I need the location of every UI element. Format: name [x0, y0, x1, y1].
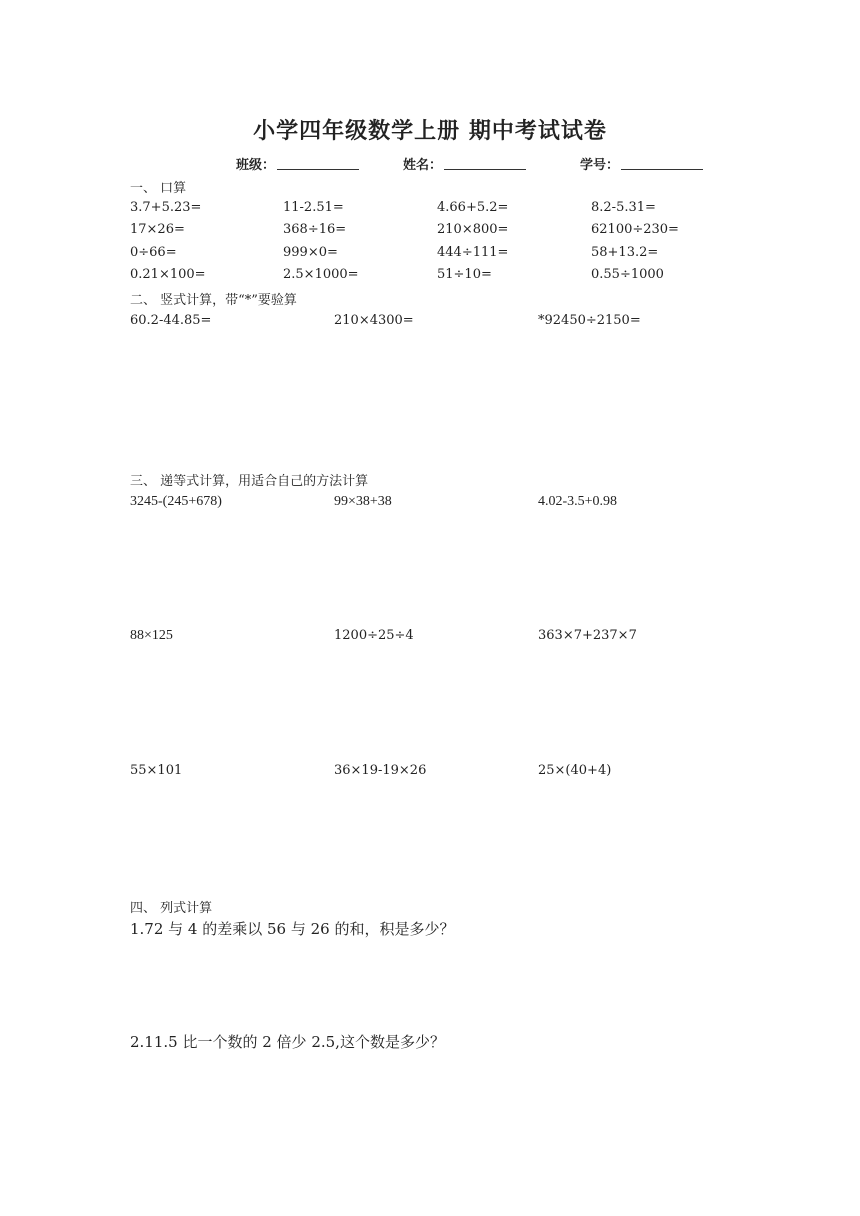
student-id-blank[interactable]	[621, 157, 703, 170]
section-oral-heading: 一、 口算	[130, 181, 187, 196]
name-blank[interactable]	[444, 157, 526, 170]
word-problem-2: 2.11.5 比一个数的 2 倍少 2.5,这个数是多少？	[130, 1033, 445, 1051]
oral-item: 999×0=	[283, 245, 338, 260]
name-field	[403, 154, 526, 173]
class-blank[interactable]	[277, 157, 359, 170]
stepwise-item: 363×7+237×7	[538, 628, 637, 643]
section-stepwise-heading: 三、 递等式计算，用适合自己的方法计算	[130, 474, 369, 489]
student-id-field	[580, 154, 703, 173]
oral-item: 4.66+5.2=	[437, 200, 509, 215]
vertical-item: 60.2-44.85=	[130, 313, 212, 328]
stepwise-item: 25×(40+4)	[538, 763, 612, 778]
oral-item: 368÷16=	[283, 222, 347, 237]
stepwise-item: 99×38+38	[334, 494, 392, 509]
name-label: 姓名：	[403, 158, 443, 173]
oral-item: 0.55÷1000	[591, 267, 664, 282]
stepwise-item: 4.02-3.5+0.98	[538, 494, 618, 509]
vertical-item: 210×4300=	[334, 313, 414, 328]
oral-item: 62100÷230=	[591, 222, 679, 237]
oral-item: 444÷111=	[437, 245, 509, 260]
oral-item: 2.5×1000=	[283, 267, 359, 282]
student-id-label: 学号：	[580, 158, 620, 173]
class-label: 班级：	[236, 158, 276, 173]
oral-item: 17×26=	[130, 222, 185, 237]
section-word-heading: 四、 列式计算	[130, 901, 213, 916]
stepwise-item: 3245-(245+678)	[130, 494, 222, 509]
word-problem-1: 1.72 与 4 的差乘以 56 与 26 的和，积是多少？	[130, 920, 455, 938]
oral-item: 0÷66=	[130, 245, 177, 260]
page-title: 小学四年级数学上册 期中考试试卷	[253, 118, 607, 144]
oral-item: 3.7+5.23=	[130, 200, 202, 215]
oral-item: 210×800=	[437, 222, 509, 237]
stepwise-item: 1200÷25÷4	[334, 628, 414, 643]
oral-item: 51÷10=	[437, 267, 492, 282]
class-field	[236, 154, 359, 173]
stepwise-item: 88×125	[130, 628, 173, 643]
vertical-item: *92450÷2150=	[538, 313, 641, 328]
stepwise-item: 36×19-19×26	[334, 763, 427, 778]
oral-item: 8.2-5.31=	[591, 200, 656, 215]
section-vertical-heading: 二、 竖式计算，带“*”要验算	[130, 293, 297, 308]
oral-item: 58+13.2=	[591, 245, 659, 260]
oral-item: 0.21×100=	[130, 267, 206, 282]
oral-item: 11-2.51=	[283, 200, 344, 215]
stepwise-item: 55×101	[130, 763, 183, 778]
